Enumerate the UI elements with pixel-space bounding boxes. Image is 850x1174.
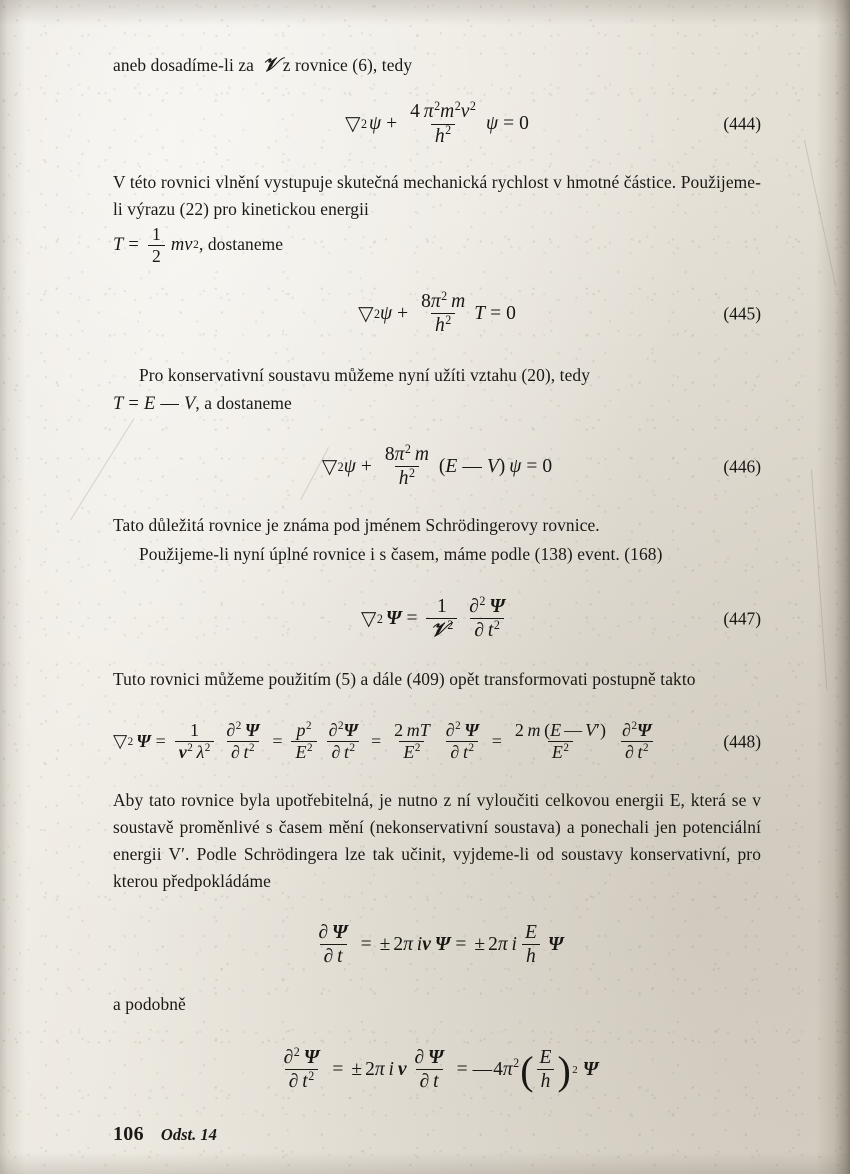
inline-equation-TEV: T = E — V	[113, 393, 196, 414]
equation-444-number: (444)	[723, 113, 761, 134]
equation-445-body: ▽ 2 ψ + $\frac{8\pi^2 m}{h^2}$ T = 0	[358, 288, 516, 337]
scan-scratch	[811, 470, 827, 690]
inline-equation-TEV-trailing: , a dostaneme	[195, 392, 292, 413]
inline-equation-trailing-text: , dostaneme	[198, 233, 284, 254]
page-footer	[113, 1123, 217, 1146]
paragraph-before-446: Pro konservativní soustavu můžeme nyní užíti vztahu (20), tedy	[139, 364, 591, 385]
equation-447	[113, 586, 761, 652]
page-bottom-edge-shadow	[0, 1152, 850, 1174]
page-top-edge-shadow	[0, 0, 850, 26]
inline-equation-T: T = $\frac{1}{2}$ m v 2	[113, 224, 199, 266]
intro-text-before: aneb dosadíme-li za	[113, 55, 254, 75]
equation-unnumbered-2	[113, 1032, 761, 1108]
paragraph-similarly: a podobně	[113, 993, 186, 1014]
intro-line	[113, 52, 761, 79]
equation-unnumbered-2-body: $\frac{\partial^2 \Psi}{\partial t^2}$ = ± 2π i ν $\frac{\partial \Psi}{\partial t}$ = — $4\pi^2$ ( $\frac{E}{h}$ ) 2 Ψ	[283, 1044, 599, 1093]
script-v-symbol: 𝒱	[262, 55, 279, 76]
page-text-body	[113, 52, 761, 1108]
paragraph-after-448: Aby tato rovnice byla upotřebitelná, je nutno z ní vyloučiti celkovou energii E, která se v soustavě proměnlivé s časem mění (nekonservativní soustava) a ponechali jen potenciální energii V′. Podle Schrödingera lze tak učinit, vyjdeme-li od soustavy konservativní, pro kterou předpokládáme	[113, 789, 761, 891]
equation-444-body: ▽ 2 ψ + $\frac{4 \pi^2m^2v^2}{h^2}$ ψ = 0	[345, 98, 529, 147]
paragraph-after-446-2: Použijeme-li nyní úplné rovnice i s časem, máme podle (138) event. (168)	[139, 543, 663, 564]
equation-unnumbered-1	[113, 913, 761, 977]
equation-446-body: ▽ 2 ψ + $\frac{8\pi^2 m}{h^2}$ (E — V) ψ = 0	[321, 441, 553, 490]
paragraph-before-448: Tuto rovnici můžeme použitím (5) a dále (409) opět transformovati postupně takto	[113, 668, 696, 689]
page-number: 106	[113, 1123, 144, 1145]
equation-447-number: (447)	[723, 608, 761, 629]
paragraph-after-446: Tato důležitá rovnice je známa pod jménem Schrödingerovy rovnice.	[113, 514, 600, 535]
equation-448	[113, 707, 761, 777]
equation-447-body: ▽ 2 Ψ = $\frac{1}{𝒱^2}$ $\frac{\partial^2 \Psi}{\partial t^2}$	[361, 593, 505, 642]
equation-444	[113, 93, 761, 155]
equation-446-number: (446)	[723, 456, 761, 477]
equation-448-body: ▽ 2 Ψ = $\frac{1}{\nu^2 \lambda^2}$ $\frac{\partial^2 \Psi}{\partial t^2}$ = $\frac{p^2}{E^2}$ $\frac{\partial^2\Psi}{\partial t^2}$ = $\frac{2 mT}{E^2}$ $\frac{\partial^2 \Psi}{\partial t^2}$ = $\frac{2 m (E — V')}{E^2}$ $\frac{\partial^2\Psi}{\partial t^2}$	[113, 720, 652, 763]
equation-445-number: (445)	[723, 303, 761, 324]
equation-445	[113, 284, 761, 344]
equation-446	[113, 436, 761, 498]
section-label: Odst. 14	[160, 1125, 217, 1144]
inline-equation-line-T	[113, 225, 761, 266]
equation-unnumbered-1-body: $\frac{\partial \Psi}{\partial t}$ = ± 2π iν Ψ = ± 2π i $\frac{E}{h}$ Ψ	[318, 922, 564, 968]
page-left-edge-shadow	[0, 0, 26, 1174]
intro-text-after: z rovnice (6), tedy	[282, 55, 413, 75]
paragraph-after-444: V této rovnici vlnění vystupuje skutečná mechanická rychlost v hmotné částice. Použijeme-li výrazu (22) pro kinetickou energii	[113, 172, 761, 219]
page-right-edge-shadow	[816, 0, 850, 1174]
inline-equation-line-TEV	[113, 390, 761, 418]
equation-448-number: (448)	[723, 731, 761, 752]
scan-scratch	[804, 140, 836, 287]
